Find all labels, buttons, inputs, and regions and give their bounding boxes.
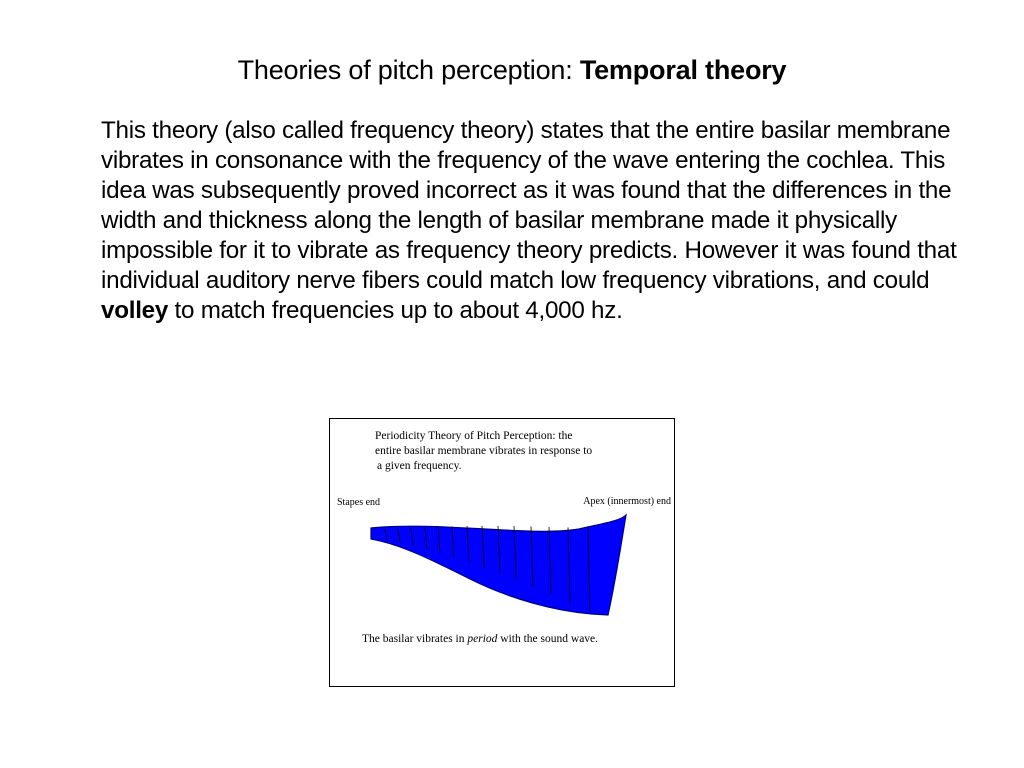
stapes-end-label: Stapes end: [337, 497, 381, 508]
footer-text-after: with the sound wave.: [497, 633, 599, 645]
figure-caption-line-1: Periodicity Theory of Pitch Perception: the: [375, 430, 573, 442]
footer-text-before: The basilar vibrates in: [362, 633, 468, 645]
body-bold-word: volley: [101, 297, 169, 324]
apex-end-label: Apex (innermost) end: [583, 496, 671, 507]
body-text-before: This theory (also called frequency theory) states that the entire basilar membrane vibrates in consonance with the frequency of the wave entering the cochlea. This idea was subsequently proved incorrect as it was found that the differences in the width and thickness along the length of basilar membrane made it physically impossible for it to vibrate as frequency theory predicts. However it was found that individual auditory nerve fibers could match low frequency vibrations, and could: [101, 117, 957, 294]
body-paragraph: [101, 116, 973, 326]
basilar-membrane-figure: [329, 418, 675, 687]
figure-footer-caption: [362, 633, 598, 645]
figure-caption-line-3: a given frequency.: [377, 460, 462, 472]
footer-italic-word: period: [467, 633, 498, 645]
figure-canvas: [330, 419, 676, 688]
title-prefix: Theories of pitch perception:: [237, 55, 580, 85]
title-emphasis: Temporal theory: [579, 55, 787, 85]
figure-caption-line-2: entire basilar membrane vibrates in response to: [375, 445, 593, 457]
body-text-after: to match frequencies up to about 4,000 hz.: [168, 297, 623, 324]
slide-title: [0, 52, 1024, 88]
